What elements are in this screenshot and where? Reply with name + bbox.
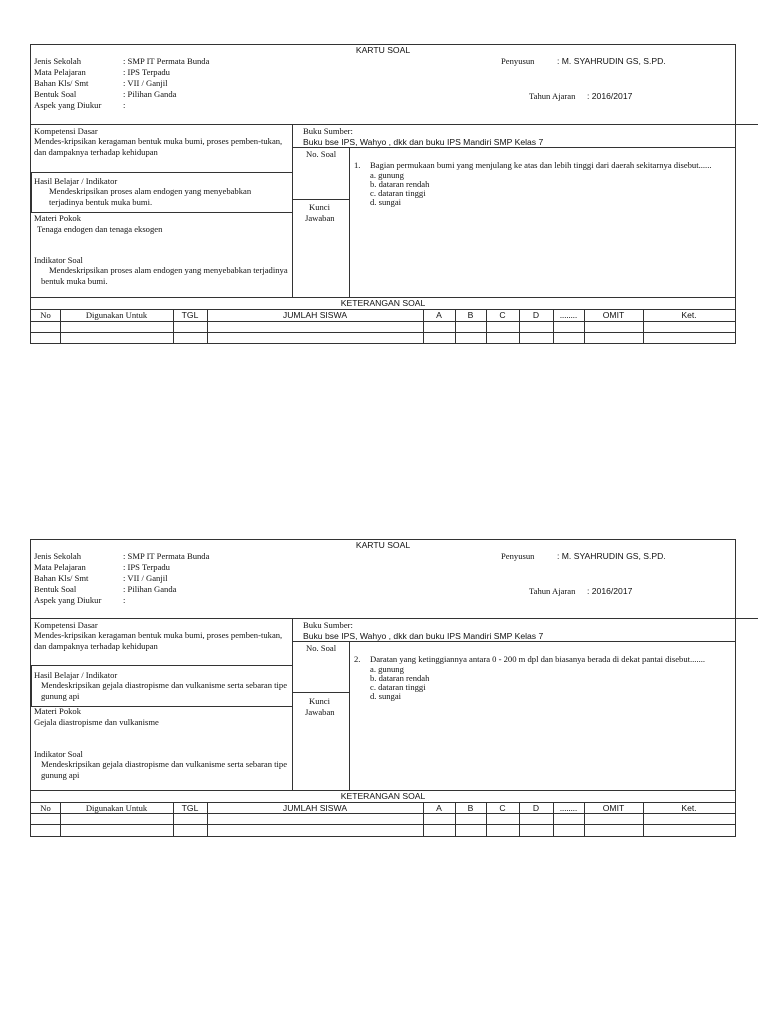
option-b: b. dataran rendah <box>370 673 430 683</box>
table-header-c: C <box>499 310 506 320</box>
aspek-value: : <box>123 100 126 110</box>
divider <box>31 321 735 322</box>
bentuk-soal-label: Bentuk Soal <box>34 584 77 594</box>
table-header-d: D <box>532 310 540 320</box>
table-header-b: B <box>467 310 474 320</box>
table-header-digunakan: Digunakan Untuk <box>85 310 148 320</box>
bahan-label: Bahan Kls/ Smt <box>34 573 89 583</box>
kartu-soal-card-2 <box>30 539 736 837</box>
tahun-ajaran-value: : 2016/2017 <box>587 586 633 596</box>
bentuk-soal-value: : Pilihan Ganda <box>123 89 177 99</box>
table-header-ket: Ket. <box>681 310 697 320</box>
table-header-jumlah-siswa: JUMLAH SISWA <box>282 803 348 813</box>
buku-sumber-text: Buku bse IPS, Wahyo , dkk dan buku IPS Mandiri SMP Kelas 7 <box>303 137 544 147</box>
jenis-sekolah-value: : SMP IT Permata Bunda <box>123 56 210 66</box>
table-header-dots: ........ <box>559 803 578 813</box>
hasil-belajar-label: Hasil Belajar / Indikator <box>34 670 118 680</box>
bahan-value: : VII / Ganjil <box>123 78 168 88</box>
question-text: Daratan yang ketinggiannya antara 0 - 200 m dpl dan biasanya berada di dekat pantai disebut....... <box>370 654 706 664</box>
no-soal-label: No. Soal <box>306 643 337 653</box>
jenis-sekolah-label: Jenis Sekolah <box>34 56 82 66</box>
table-header-omit: OMIT <box>602 803 625 813</box>
penyusun-label: Penyusun <box>501 56 535 66</box>
table-header-d: D <box>532 803 540 813</box>
hasil-belajar-label: Hasil Belajar / Indikator <box>34 176 118 186</box>
bahan-value: : VII / Ganjil <box>123 573 168 583</box>
kompetensi-text: Mendes-kripsikan keragaman bentuk muka bumi, proses pemben-tukan, dan dampaknya terhadap kehidupan <box>34 136 283 157</box>
table-header-ket: Ket. <box>681 803 697 813</box>
option-d: d. sungai <box>370 691 402 701</box>
option-c: c. dataran tinggi <box>370 682 426 692</box>
table-header-b: B <box>467 803 474 813</box>
no-soal-label: No. Soal <box>306 149 337 159</box>
aspek-value: : <box>123 595 126 605</box>
buku-sumber-label: Buku Sumber: <box>303 620 353 630</box>
buku-sumber-label: Buku Sumber: <box>303 126 353 136</box>
keterangan-soal-label: KETERANGAN SOAL <box>340 791 426 801</box>
table-header-dots: ........ <box>559 310 578 320</box>
kartu-soal-card-1 <box>30 44 736 344</box>
divider <box>292 618 758 619</box>
option-d: d. sungai <box>370 197 402 207</box>
divider <box>292 124 758 125</box>
jenis-sekolah-value: : SMP IT Permata Bunda <box>123 551 210 561</box>
question-text: Bagian permukaan bumi yang menjulang ke atas dan lebih tinggi dari daerah sekitarnya disebut...... <box>370 160 712 170</box>
table-header-tgl: TGL <box>181 310 199 320</box>
indikator-soal-text: Mendeskripsikan gejala diastropisme dan vulkanisme serta sebaran tipe gunung api <box>41 759 288 780</box>
table-header-digunakan: Digunakan Untuk <box>85 803 148 813</box>
kompetensi-label: Kompetensi Dasar <box>34 620 98 630</box>
aspek-label: Aspek yang Diukur <box>34 100 102 110</box>
materi-pokok-label: Materi Pokok <box>34 213 82 223</box>
jawaban-label: Jawaban <box>305 213 335 223</box>
indikator-soal-label: Indikator Soal <box>34 749 83 759</box>
divider <box>292 641 735 642</box>
table-header-no: No <box>40 310 51 320</box>
divider <box>31 824 735 825</box>
tahun-ajaran-label: Tahun Ajaran <box>529 586 576 596</box>
kunci-label: Kunci <box>309 202 331 212</box>
question-number: 1. <box>354 160 361 170</box>
tahun-ajaran-value: : 2016/2017 <box>587 91 633 101</box>
indikator-soal-text: Mendeskripsikan proses alam endogen yang menyebabkan terjadinya bentuk muka bumi. <box>41 265 288 286</box>
card-title: KARTU SOAL <box>355 45 411 55</box>
aspek-label: Aspek yang Diukur <box>34 595 102 605</box>
bentuk-soal-label: Bentuk Soal <box>34 89 77 99</box>
divider <box>292 147 735 148</box>
mata-pelajaran-value: : IPS Terpadu <box>123 67 170 77</box>
penyusun-value: : M. SYAHRUDIN GS, S.PD. <box>557 56 666 66</box>
penyusun-value: : M. SYAHRUDIN GS, S.PD. <box>557 551 666 561</box>
option-b: b. dataran rendah <box>370 179 430 189</box>
materi-pokok-text: Gejala diastropisme dan vulkanisme <box>34 717 159 727</box>
table-header-omit: OMIT <box>602 310 625 320</box>
bentuk-soal-value: : Pilihan Ganda <box>123 584 177 594</box>
table-header-c: C <box>499 803 506 813</box>
option-a: a. gunung <box>370 170 404 180</box>
materi-pokok-label: Materi Pokok <box>34 706 82 716</box>
table-header-a: A <box>436 803 442 813</box>
table-header-jumlah-siswa: JUMLAH SISWA <box>282 310 348 320</box>
penyusun-label: Penyusun <box>501 551 535 561</box>
hasil-belajar-text: Mendeskripsikan proses alam endogen yang menyebabkan terjadinya bentuk muka bumi. <box>49 186 252 207</box>
table-header-no: No <box>40 803 51 813</box>
divider <box>31 124 292 125</box>
divider <box>349 641 350 790</box>
divider <box>292 692 349 693</box>
buku-sumber-text: Buku bse IPS, Wahyo , dkk dan buku IPS Mandiri SMP Kelas 7 <box>303 631 544 641</box>
mata-pelajaran-label: Mata Pelajaran <box>34 67 86 77</box>
kunci-label: Kunci <box>309 696 331 706</box>
keterangan-soal-label: KETERANGAN SOAL <box>340 298 426 308</box>
table-header-a: A <box>436 310 442 320</box>
indikator-soal-label: Indikator Soal <box>34 255 83 265</box>
divider <box>31 618 292 619</box>
mata-pelajaran-value: : IPS Terpadu <box>123 562 170 572</box>
divider <box>349 147 350 297</box>
option-a: a. gunung <box>370 664 404 674</box>
divider <box>292 199 349 200</box>
jenis-sekolah-label: Jenis Sekolah <box>34 551 82 561</box>
question-number: 2. <box>354 654 361 664</box>
tahun-ajaran-label: Tahun Ajaran <box>529 91 576 101</box>
divider <box>31 332 735 333</box>
materi-pokok-text: Tenaga endogen dan tenaga eksogen <box>37 224 163 234</box>
option-c: c. dataran tinggi <box>370 188 426 198</box>
bahan-label: Bahan Kls/ Smt <box>34 78 89 88</box>
table-header-tgl: TGL <box>181 803 199 813</box>
kompetensi-text: Mendes-kripsikan keragaman bentuk muka bumi, proses pemben-tukan, dan dampaknya terhadap kehidupan <box>34 630 283 651</box>
jawaban-label: Jawaban <box>305 707 335 717</box>
card-title: KARTU SOAL <box>355 540 411 550</box>
mata-pelajaran-label: Mata Pelajaran <box>34 562 86 572</box>
kompetensi-label: Kompetensi Dasar <box>34 126 98 136</box>
hasil-belajar-text: Mendeskripsikan gejala diastropisme dan vulkanisme serta sebaran tipe gunung api <box>41 680 288 701</box>
